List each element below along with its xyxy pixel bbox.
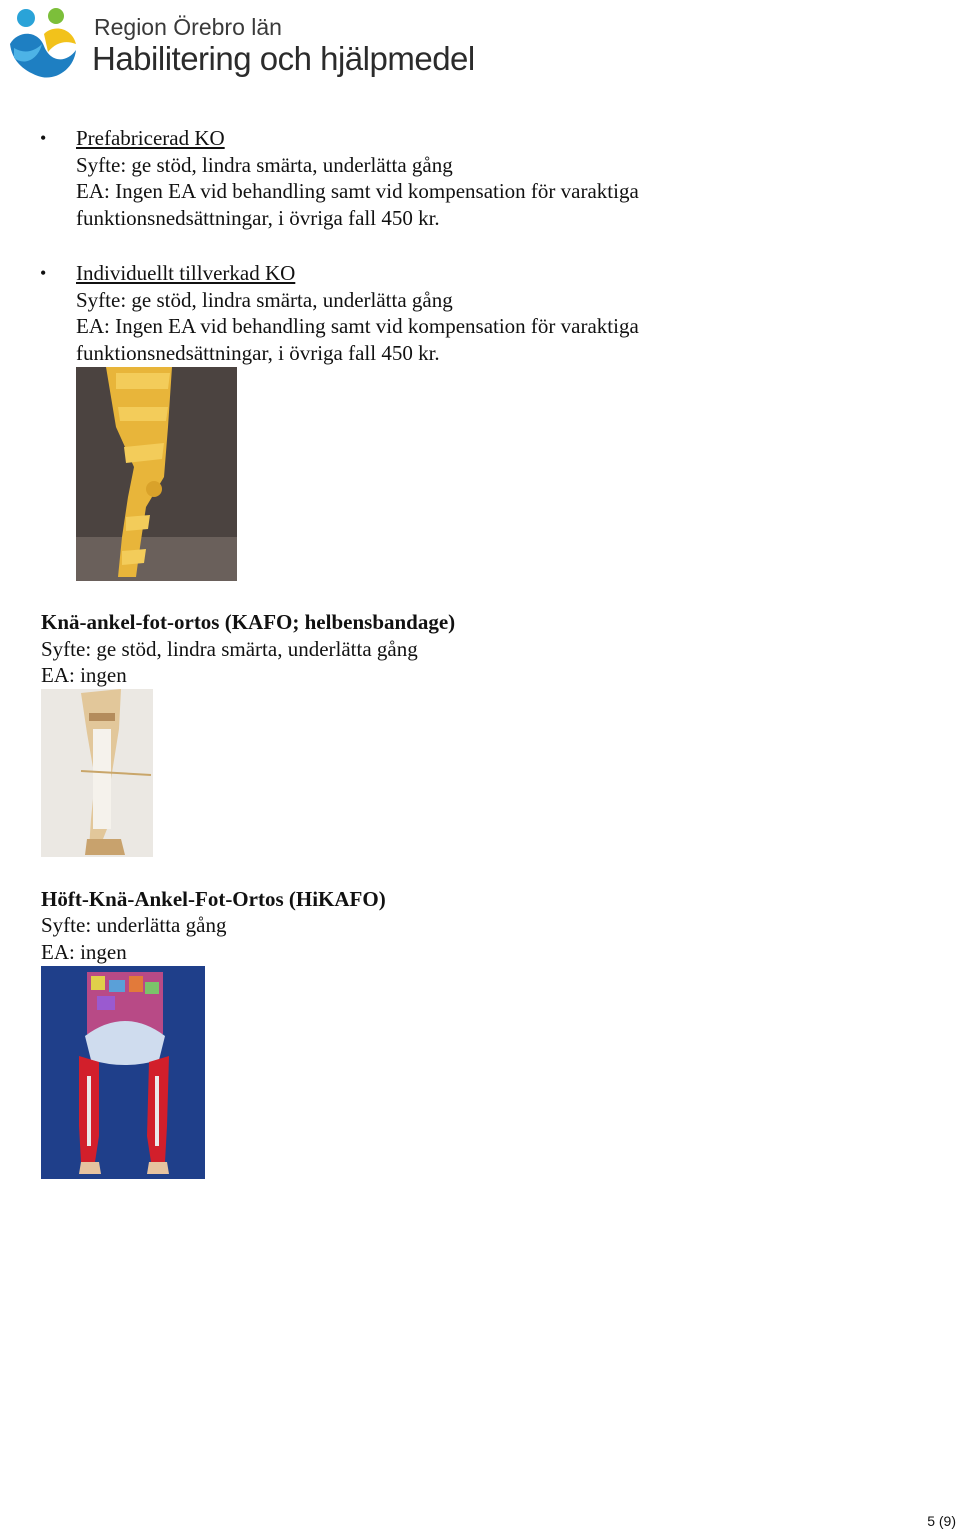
page-number: 5 (9) bbox=[927, 1513, 956, 1529]
item-title: Prefabricerad KO bbox=[76, 126, 225, 150]
knee-orthosis-photo bbox=[76, 367, 237, 581]
section-ea: EA: ingen bbox=[41, 663, 127, 687]
item-ea-line2: funktionsnedsättningar, i övriga fall 450 kr. bbox=[76, 206, 440, 230]
section-purpose: Syfte: ge stöd, lindra smärta, underlätta gång bbox=[41, 637, 418, 661]
section-purpose: Syfte: underlätta gång bbox=[41, 913, 227, 937]
item-purpose: Syfte: ge stöd, lindra smärta, underlätta gång bbox=[76, 288, 453, 312]
section-heading: Höft-Knä-Ankel-Fot-Ortos (HiKAFO) bbox=[41, 887, 386, 911]
item-purpose: Syfte: ge stöd, lindra smärta, underlätta gång bbox=[76, 153, 453, 177]
bullet-icon: • bbox=[40, 263, 47, 283]
hikafo-photo bbox=[41, 966, 205, 1179]
kafo-photo bbox=[41, 689, 153, 857]
item-ea-line2: funktionsnedsättningar, i övriga fall 450 kr. bbox=[76, 341, 440, 365]
org-name: Region Örebro län bbox=[94, 14, 282, 40]
region-logo-icon bbox=[4, 4, 84, 84]
section-heading: Knä-ankel-fot-ortos (KAFO; helbensbandage) bbox=[41, 610, 456, 634]
item-ea-line1: EA: Ingen EA vid behandling samt vid kompensation för varaktiga bbox=[76, 179, 639, 203]
item-title: Individuellt tillverkad KO bbox=[76, 261, 296, 285]
bullet-icon: • bbox=[40, 128, 47, 148]
header bbox=[4, 4, 524, 84]
department-name: Habilitering och hjälpmedel bbox=[92, 40, 475, 77]
section-ea: EA: ingen bbox=[41, 940, 127, 964]
item-ea-line1: EA: Ingen EA vid behandling samt vid kompensation för varaktiga bbox=[76, 314, 639, 338]
